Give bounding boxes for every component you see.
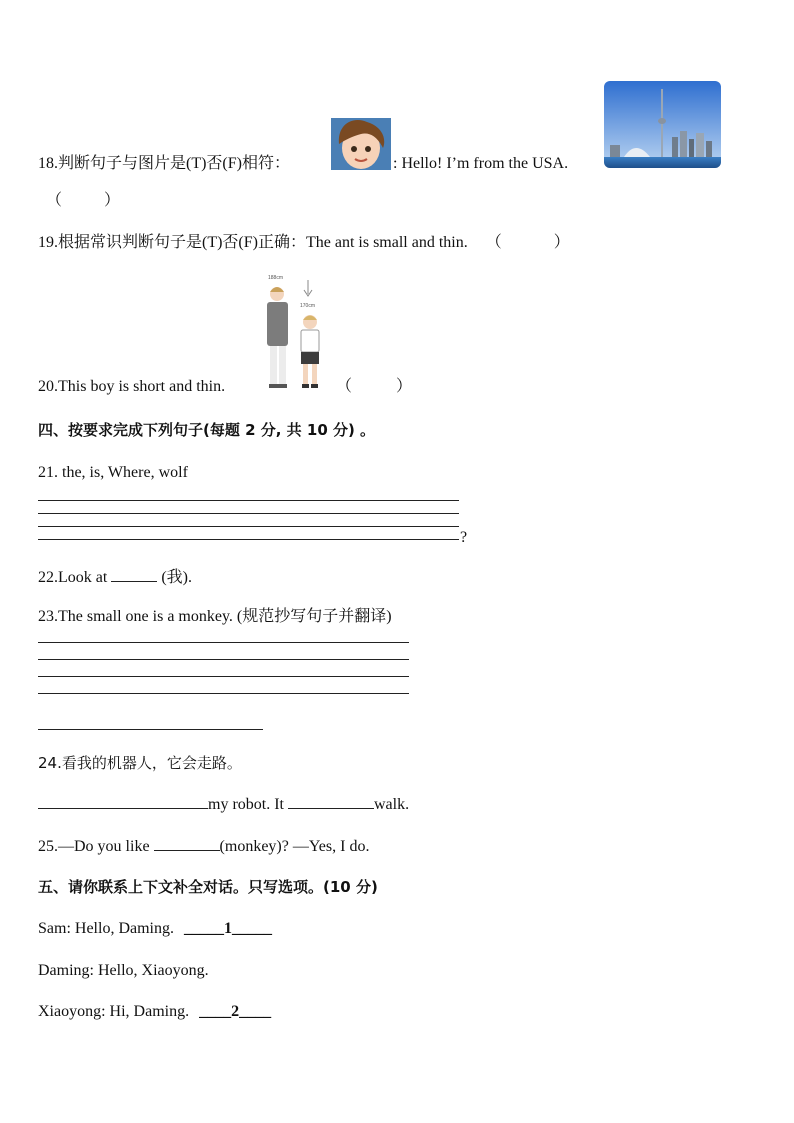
q24-middle: my robot. It [208,796,284,813]
dialogue-line-1 [38,919,272,939]
q20-line [38,377,225,397]
q19-paren-close: ） [553,234,570,251]
q23-writing-line-2[interactable] [38,659,409,660]
dialogue-blank-1[interactable]: _____1_____ [183,920,272,937]
q18-sentence-line [393,154,568,174]
q24-english-line [38,794,409,815]
q23-line [38,607,392,627]
q24-chinese: 24.看我的机器人，它会走路。 [38,754,242,772]
q23-writing-line-3[interactable] [38,676,409,677]
q22-line [38,567,192,588]
q18-prompt: 18.判断句子与图片是(T)否(F)相符： [38,155,290,172]
q24-blank-1[interactable] [38,794,208,809]
q20-answer-parens [336,377,412,397]
q21-end-mark: ? [460,529,468,546]
q18-paren-close: ） [104,192,121,209]
height-label-tall: 188cm [268,275,284,281]
q19-paren-open: （ [485,234,502,251]
dialogue-line1-speaker: Sam: Hello, Daming. [38,920,174,937]
q25-before: 25.—Do you like [38,838,150,855]
q21-question-mark [460,528,467,548]
q20-paren-close: ） [396,378,413,395]
q18-sentence: : Hello! I’m from the USA. [393,155,569,172]
q18-line [38,154,290,174]
q21-writing-line-2[interactable] [38,513,459,514]
q21-text: 21. the, is, Where, wolf [38,464,188,481]
dialogue-line2-text: Daming: Hello, Xiaoyong. [38,962,209,979]
dialogue-line-3 [38,1002,271,1022]
q21-writing-line-1[interactable] [38,500,459,501]
q18-paren-open: （ [46,192,63,209]
section5-heading-text: 五、请你联系上下文补全对话。只写选项。(10 分) [38,878,378,896]
q25-after: (monkey)? —Yes, I do. [219,838,370,855]
dialogue-blank-2[interactable]: ____2____ [199,1003,272,1020]
section4-heading-text: 四、按要求完成下列句子(每题 2 分, 共 10 分) 。 [38,421,376,439]
two-boys-height-picture [258,270,330,394]
boy-face-icon [331,118,391,170]
q19-line [38,233,570,253]
q21-writing-line-4[interactable] [38,539,459,540]
q23-writing-line-1[interactable] [38,642,409,643]
q20-paren-open: （ [336,378,353,395]
q21-line [38,463,188,483]
q23-translation-line[interactable] [38,729,263,730]
q24-blank-2[interactable] [288,794,374,809]
q20-text: 20.This boy is short and thin. [38,378,226,395]
dialogue-line3-speaker: Xiaoyong: Hi, Daming. [38,1003,190,1020]
q19-text: 19.根据常识判断句子是(T)否(F)正确：The ant is small and thin. [38,234,468,251]
q24-end: walk. [374,796,410,813]
q22-after: (我). [161,569,192,586]
height-label-short: 170cm [300,303,316,309]
q18-answer-parens [46,191,120,211]
q21-writing-line-3[interactable] [38,526,459,527]
q25-line [38,836,369,857]
q25-blank[interactable] [154,836,220,851]
dialogue-line-2 [38,961,209,981]
q22-before: 22.Look at [38,569,108,586]
q22-blank[interactable] [111,567,157,582]
section5-heading [38,877,378,897]
section4-heading [38,420,375,440]
q23-text: 23.The small one is a monkey. (规范抄写句子并翻译) [38,608,392,625]
q23-writing-line-4[interactable] [38,693,409,694]
city-skyline-photo [604,81,721,168]
q24-chinese-line [38,753,242,773]
